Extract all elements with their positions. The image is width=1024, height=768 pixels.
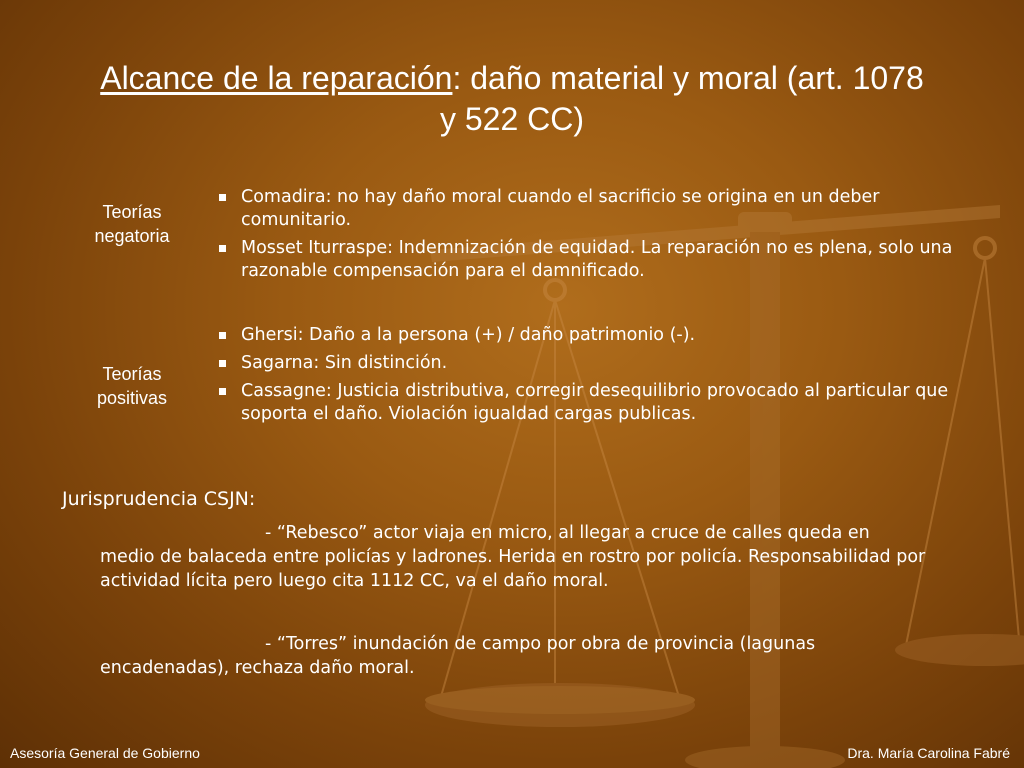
square-bullet-icon [219,194,226,201]
list-item [216,186,986,232]
slide-title [60,58,964,140]
bullet-text: Ghersi: Daño a la persona (+) / daño patrimonio (-). [241,325,696,345]
list-item [216,352,986,375]
negatoria-bullet-list [216,186,986,288]
square-bullet-icon [219,360,226,367]
title-rest-line1: : daño material y moral (art. 1078 [452,60,924,96]
case-rebesco-first-line: - “Rebesco” actor viaja en micro, al llegar a cruce de calles queda en [265,523,870,543]
square-bullet-icon [219,245,226,252]
case-rebesco-rest: medio de balaceda entre policías y ladrones. Herida en rostro por policía. Responsabilidad por actividad lícita pero luego cita 1112 CC, va el daño moral. [100,547,926,591]
case-torres-rest: encadenadas), rechaza daño moral. [100,658,415,678]
label-teorias-positivas [62,362,202,410]
square-bullet-icon [219,332,226,339]
bullet-text: Mosset Iturraspe: Indemnización de equidad. La reparación no es plena, solo una razonable compensación para el damnificado. [241,238,953,281]
bullet-text: Sagarna: Sin distinción. [241,353,448,373]
list-item [216,324,986,347]
footer-organization: Asesoría General de Gobierno [10,745,200,761]
square-bullet-icon [219,388,226,395]
bullet-text: Comadira: no hay daño moral cuando el sacrificio se origina en un deber comunitario. [241,187,880,230]
case-torres [100,632,980,680]
footer-author: Dra. María Carolina Fabré [847,745,1010,761]
title-rest-line2: y 522 CC) [439,101,585,137]
label-positivas-line1: Teorías [102,364,162,384]
bullet-text: Cassagne: Justicia distributiva, corregir desequilibrio provocado al particular que soporta el daño. Violación igualdad cargas publicas. [241,381,949,424]
list-item [216,237,986,283]
positivas-bullet-list [216,324,986,431]
list-item [216,380,986,426]
label-positivas-line2: positivas [96,388,168,408]
case-rebesco [100,521,980,593]
title-link[interactable]: Alcance de la reparación [100,60,453,96]
case-torres-first-line: - “Torres” inundación de campo por obra de provincia (lagunas [265,634,816,654]
label-teorias-negatoria [62,200,202,248]
label-negatoria-line2: negatoria [94,226,170,246]
jurisprudencia-heading: Jurisprudencia CSJN: [62,488,256,510]
label-negatoria-line1: Teorías [102,202,162,222]
